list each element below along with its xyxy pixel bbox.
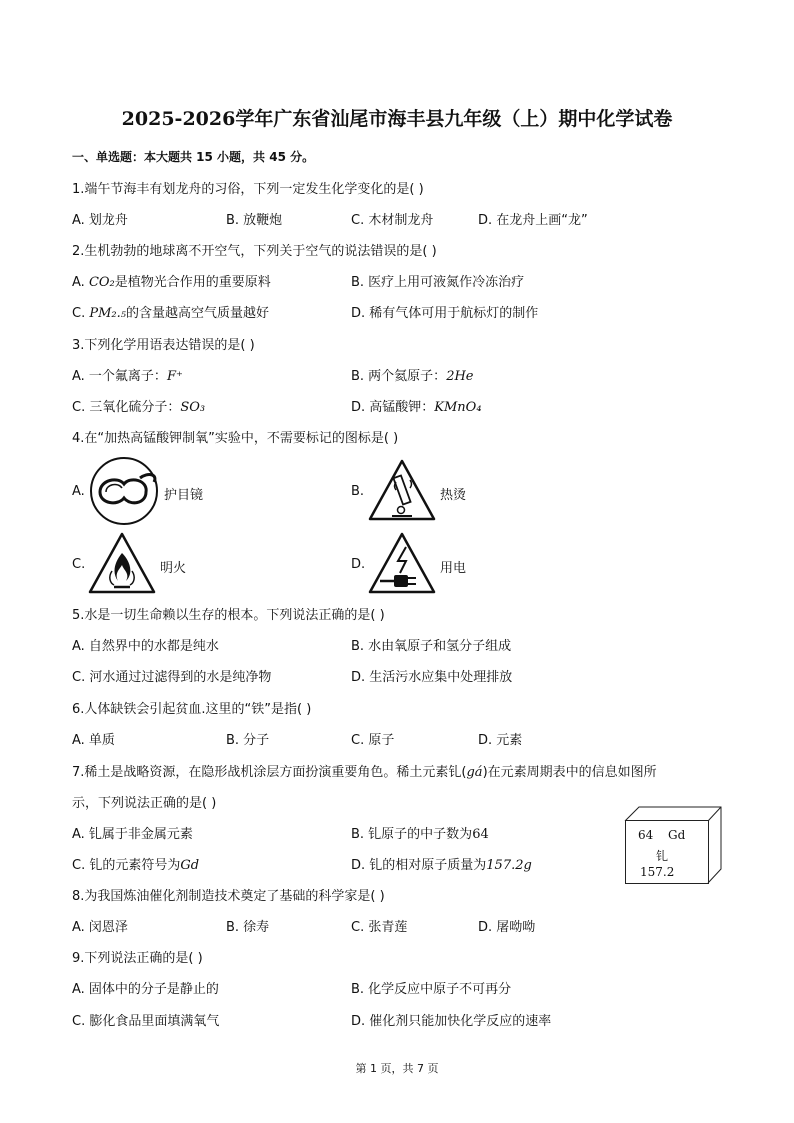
q5-option-d: D. 生活污水应集中处理排放 xyxy=(351,670,513,685)
periodic-table-cell xyxy=(625,820,709,884)
exam-title: 2025-2026学年广东省汕尾市海丰县九年级（上）期中化学试卷 xyxy=(121,108,673,130)
q1-stem: 1.端午节海丰有划龙舟的习俗，下列一定发生化学变化的是( ) xyxy=(72,182,424,197)
q7-option-d: D. 钆的相对原子质量为157.2g xyxy=(351,858,532,873)
q1-option-a: A. 划龙舟 xyxy=(72,213,128,228)
atomic-number: 64 xyxy=(638,828,654,842)
q8-option-a: A. 闵恩泽 xyxy=(72,920,128,935)
q7-option-a: A. 钆属于非金属元素 xyxy=(72,827,193,842)
q2-option-a: A. CO₂是植物光合作用的重要原料 xyxy=(72,275,271,290)
open-flame-icon xyxy=(88,531,156,599)
q5-option-c: C. 河水通过过滤得到的水是纯净物 xyxy=(72,670,272,685)
section-heading: 一、单选题：本大题共 15 小题，共 45 分。 xyxy=(72,150,315,164)
q4-stem: 4.在“加热高锰酸钾制氧”实验中，不需要标记的图标是( ) xyxy=(72,431,399,446)
q9-option-c: C. 膨化食品里面填满氧气 xyxy=(72,1014,220,1029)
q7-stem-line2: 示，下列说法正确的是( ) xyxy=(72,796,217,811)
q4-option-d: D. xyxy=(351,557,366,572)
q8-stem: 8.为我国炼油催化剂制造技术奠定了基础的科学家是( ) xyxy=(72,889,385,904)
q1-option-c: C. 木材制龙舟 xyxy=(351,213,434,228)
q4-option-d-label: 用电 xyxy=(440,561,467,576)
q7-option-b: B. 钆原子的中子数为64 xyxy=(351,827,489,842)
q2-option-c: C. PM₂.₅的含量越高空气质量越好 xyxy=(72,306,269,321)
q6-option-d: D. 元素 xyxy=(478,733,523,748)
q1-option-d: D. 在龙舟上画“龙” xyxy=(478,213,588,228)
q1-option-b: B. 放鞭炮 xyxy=(226,213,283,228)
q5-stem: 5.水是一切生命赖以生存的根本。下列说法正确的是( ) xyxy=(72,608,385,623)
q8-option-b: B. 徐寿 xyxy=(226,920,270,935)
q4-option-c-label: 明火 xyxy=(160,561,187,576)
page-footer: 第 1 页，共 7 页 xyxy=(355,1062,439,1075)
q9-stem: 9.下列说法正确的是( ) xyxy=(72,951,203,966)
q2-stem: 2.生机勃勃的地球离不开空气，下列关于空气的说法错误的是( ) xyxy=(72,244,437,259)
q4-option-a-label: 护目镜 xyxy=(164,488,204,503)
q9-option-b: B. 化学反应中原子不可再分 xyxy=(351,982,512,997)
q4-option-b-label: 热烫 xyxy=(440,488,467,503)
q7-stem-line1: 7.稀土是战略资源，在隐形战机涂层方面扮演重要角色。稀土元素钆(gá)在元素周期表中的信息如图所 xyxy=(72,765,657,780)
q4-option-c: C. xyxy=(72,557,86,572)
q3-option-d: D. 高锰酸钾：KMnO₄ xyxy=(351,400,482,415)
q6-option-b: B. 分子 xyxy=(226,733,270,748)
q3-option-a: A. 一个氟离子：F⁺ xyxy=(72,369,183,384)
q2-option-b: B. 医疗上用可液氮作冷冻治疗 xyxy=(351,275,525,290)
q3-option-b: B. 两个氦原子：2He xyxy=(351,369,474,384)
q8-option-d: D. 屠呦呦 xyxy=(478,920,536,935)
q4-option-a: A. xyxy=(72,484,85,499)
electricity-icon xyxy=(368,531,436,599)
atomic-mass: 157.2 xyxy=(640,865,675,879)
q9-option-d: D. 催化剂只能加快化学反应的速率 xyxy=(351,1014,552,1029)
q8-option-c: C. 张青莲 xyxy=(351,920,408,935)
hot-surface-icon xyxy=(368,458,436,526)
q9-option-a: A. 固体中的分子是静止的 xyxy=(72,982,219,997)
q6-option-a: A. 单质 xyxy=(72,733,115,748)
q3-stem: 3.下列化学用语表达错误的是( ) xyxy=(72,338,255,353)
q6-option-c: C. 原子 xyxy=(351,733,395,748)
goggles-icon xyxy=(88,456,160,530)
q5-option-a: A. 自然界中的水都是纯水 xyxy=(72,639,219,654)
q7-option-c: C. 钆的元素符号为Gd xyxy=(72,858,200,873)
q6-stem: 6.人体缺铁会引起贫血.这里的“铁”是指( ) xyxy=(72,702,312,717)
q5-option-b: B. 水由氧原子和氢分子组成 xyxy=(351,639,512,654)
q2-option-d: D. 稀有气体可用于航标灯的制作 xyxy=(351,306,539,321)
element-name: 钆 xyxy=(656,849,669,863)
q4-option-b: B. xyxy=(351,484,365,499)
q3-option-c: C. 三氧化硫分子：SO₃ xyxy=(72,400,206,415)
element-symbol: Gd xyxy=(668,828,686,842)
